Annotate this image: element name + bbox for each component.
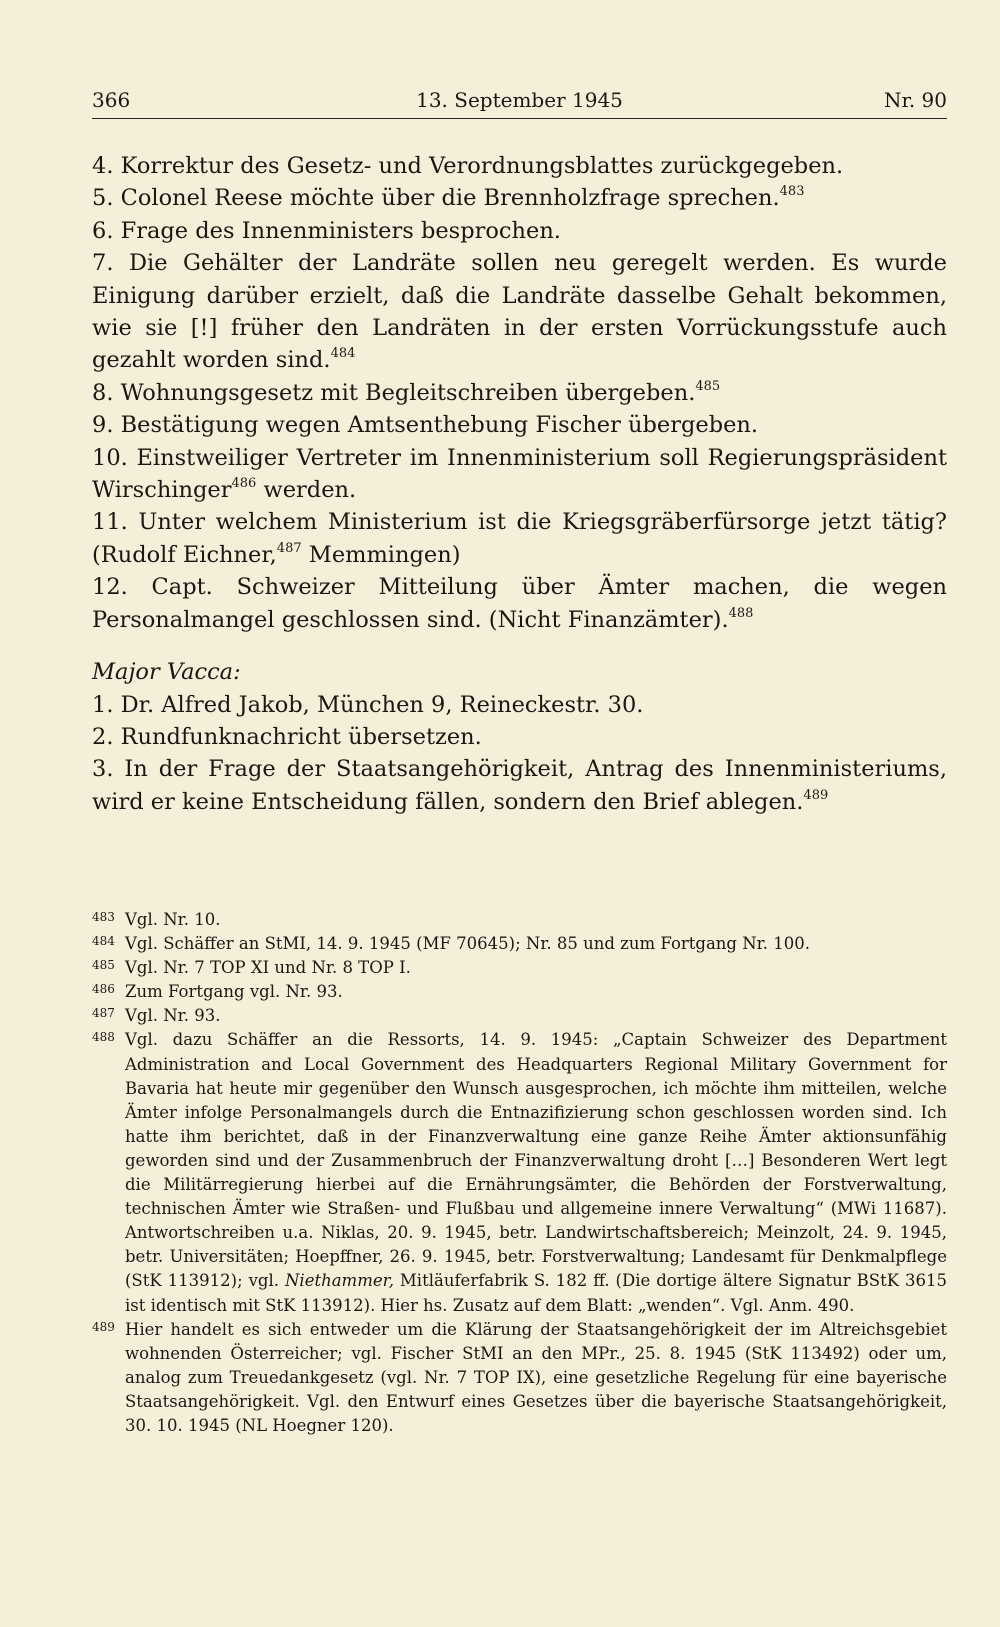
list-item-11: 11. Unter welchem Ministerium ist die Kriegsgräberfürsorge jetzt tätig? (Rudolf Eichner,$^{487}$ Memmingen) — [92, 509, 947, 568]
footnote-number: 485 — [92, 958, 115, 973]
list-item-4: 4. Korrektur des Gesetz- und Verordnungsblattes zurückgegeben. — [92, 153, 844, 179]
footnote-text: Hier handelt es sich entweder um die Klärung der Staatsangehörigkeit der im Altreichsgebiet wohnenden Österreicher; vgl. Fischer StMI an den MPr., 25. 8. 1945 (StK 113492) oder um, analog zum Treuedankgesetz (vgl. Nr. 7 TOP IX), eine gesetzliche Regelung für eine bayerische Staatsangehörigkeit. Vgl. den Entwurf eines Gesetzes über die bayerische Staatsangehörigkeit, 30. 10. 1945 (NL Hoegner 120). — [125, 1319, 947, 1435]
list-item-8: 8. Wohnungsgesetz mit Begleitschreiben übergeben.$^{485}$ — [92, 378, 721, 406]
footnote-485 — [92, 956, 947, 980]
page-number: 366 — [92, 88, 131, 112]
footnote-number: 484 — [92, 934, 115, 949]
footnote-488 — [92, 1028, 947, 1317]
section-item-3: 3. In der Frage der Staatsangehörigkeit, Antrag des Innenministeriums, wird er keine Entscheidung fällen, sondern den Brief ablegen.$^{489}$ — [92, 756, 947, 815]
section-item-2: 2. Rundfunknachricht übersetzen. — [92, 723, 482, 750]
list-item-10: 10. Einstweiliger Vertreter im Innenministerium soll Regierungspräsident Wirschinger$^{486}$ werden. — [92, 444, 947, 504]
footnote-486 — [92, 980, 947, 1004]
section-item-1: 1. Dr. Alfred Jakob, München 9, Reineckestr. 30. — [92, 691, 644, 718]
footnote-text: Vgl. Nr. 7 TOP XI und Nr. 8 TOP I. — [125, 958, 411, 978]
footnote-number: 486 — [92, 982, 115, 997]
footnote-483 — [92, 908, 947, 932]
list-item-5: 5. Colonel Reese möchte über die Brennholzfrage sprechen.$^{483}$ — [92, 184, 805, 212]
section-heading: Major Vacca: — [92, 659, 241, 686]
header-rule — [92, 118, 947, 119]
footnote-text: Zum Fortgang vgl. Nr. 93. — [125, 982, 343, 1002]
list-item-6: 6. Frage des Innenministers besprochen. — [92, 217, 561, 244]
footnote-text: Vgl. Nr. 10. — [125, 910, 221, 929]
footnote-text: Vgl. Schäffer an StMI, 14. 9. 1945 (MF 70645); Nr. 85 und zum Fortgang Nr. 100. — [125, 934, 810, 954]
header-date: 13. September 1945 — [416, 88, 623, 112]
footnote-ref-485[interactable]: 485 — [695, 378, 721, 394]
footnote-number: 483 — [92, 910, 115, 924]
footnote-ref-487[interactable]: 487 — [276, 540, 302, 556]
list-item-9: 9. Bestätigung wegen Amtsenthebung Fischer übergeben. — [92, 412, 759, 439]
main-text — [92, 150, 947, 818]
footnotes — [92, 908, 947, 1438]
list-item-12: 12. Capt. Schweizer Mitteilung über Ämter machen, die wegen Personalmangel geschlossen sind. (Nicht Finanzämter).$^{488}$ — [92, 574, 947, 633]
footnote-ref-488[interactable]: 488 — [728, 605, 754, 621]
author-name-italic: Niethammer, — [284, 1271, 394, 1291]
footnote-number: 487 — [92, 1006, 115, 1021]
running-header — [92, 88, 947, 116]
footnote-text: Vgl. Nr. 93. — [125, 1006, 221, 1026]
footnote-ref-486[interactable]: 486 — [231, 476, 257, 492]
footnote-487 — [92, 1004, 947, 1028]
footnote-number: 489 — [92, 1319, 115, 1334]
footnote-number: 488 — [92, 1030, 115, 1045]
footnote-ref-483[interactable]: 483 — [779, 184, 805, 200]
list-item-7: 7. Die Gehälter der Landräte sollen neu geregelt werden. Es wurde Einigung darüber erzielt, daß die Landräte dasselbe Gehalt bekommen, wie sie [!] früher den Landräten in der ersten Vorrückungsstufe auch gezahlt worden sind.$^{484}$ — [92, 250, 947, 374]
footnote-484 — [92, 932, 947, 956]
footnote-text: Vgl. dazu Schäffer an die Ressorts, 14. 9. 1945: „Captain Schweizer des Department Administration and Local Government des Headquarters Regional Military Government for Bavaria hat heute mir gegenüber den Wunsch ausgesprochen, ich möchte ihm mitteilen, welche Ämter infolge Personalmangels durch die Entnazifizierung schon geschlossen worden sind. Ich hatte ihm berichtet, daß in der Finanzverwaltung eine ganze Reihe Ämter aktionsunfähig geworden sind und der Zusammenbruch der Finanzverwaltung droht […] Besonderen Wert legt die Militärregierung hierbei auf die Ernährungsämter, die Behörden der Forstverwaltung, technischen Ämter wie Straßen- und Flußbau und allgemeine innere Verwaltung“ (MWi 11687). Antwortschreiben u.a. Niklas, 20. 9. 1945, betr. Landwirtschaftsbereich; Meinzolt, 24. 9. 1945, betr. Universitäten; Hoepffner, 26. 9. 1945, betr. Forstverwaltung; Landesamt für Denkmalpflege (StK 113912); vgl. Niethammer, Mitläuferfabrik S. 182 ff. (Die dortige ältere Signatur BStK 3615 ist identisch mit StK 113912). Hier hs. Zusatz auf dem Blatt: „wenden“. Vgl. Anm. 490. — [125, 1030, 947, 1315]
footnote-ref-484[interactable]: 484 — [330, 346, 356, 362]
footnote-489 — [92, 1318, 947, 1438]
document-number: Nr. 90 — [883, 88, 947, 112]
footnote-ref-489[interactable]: 489 — [803, 787, 829, 803]
